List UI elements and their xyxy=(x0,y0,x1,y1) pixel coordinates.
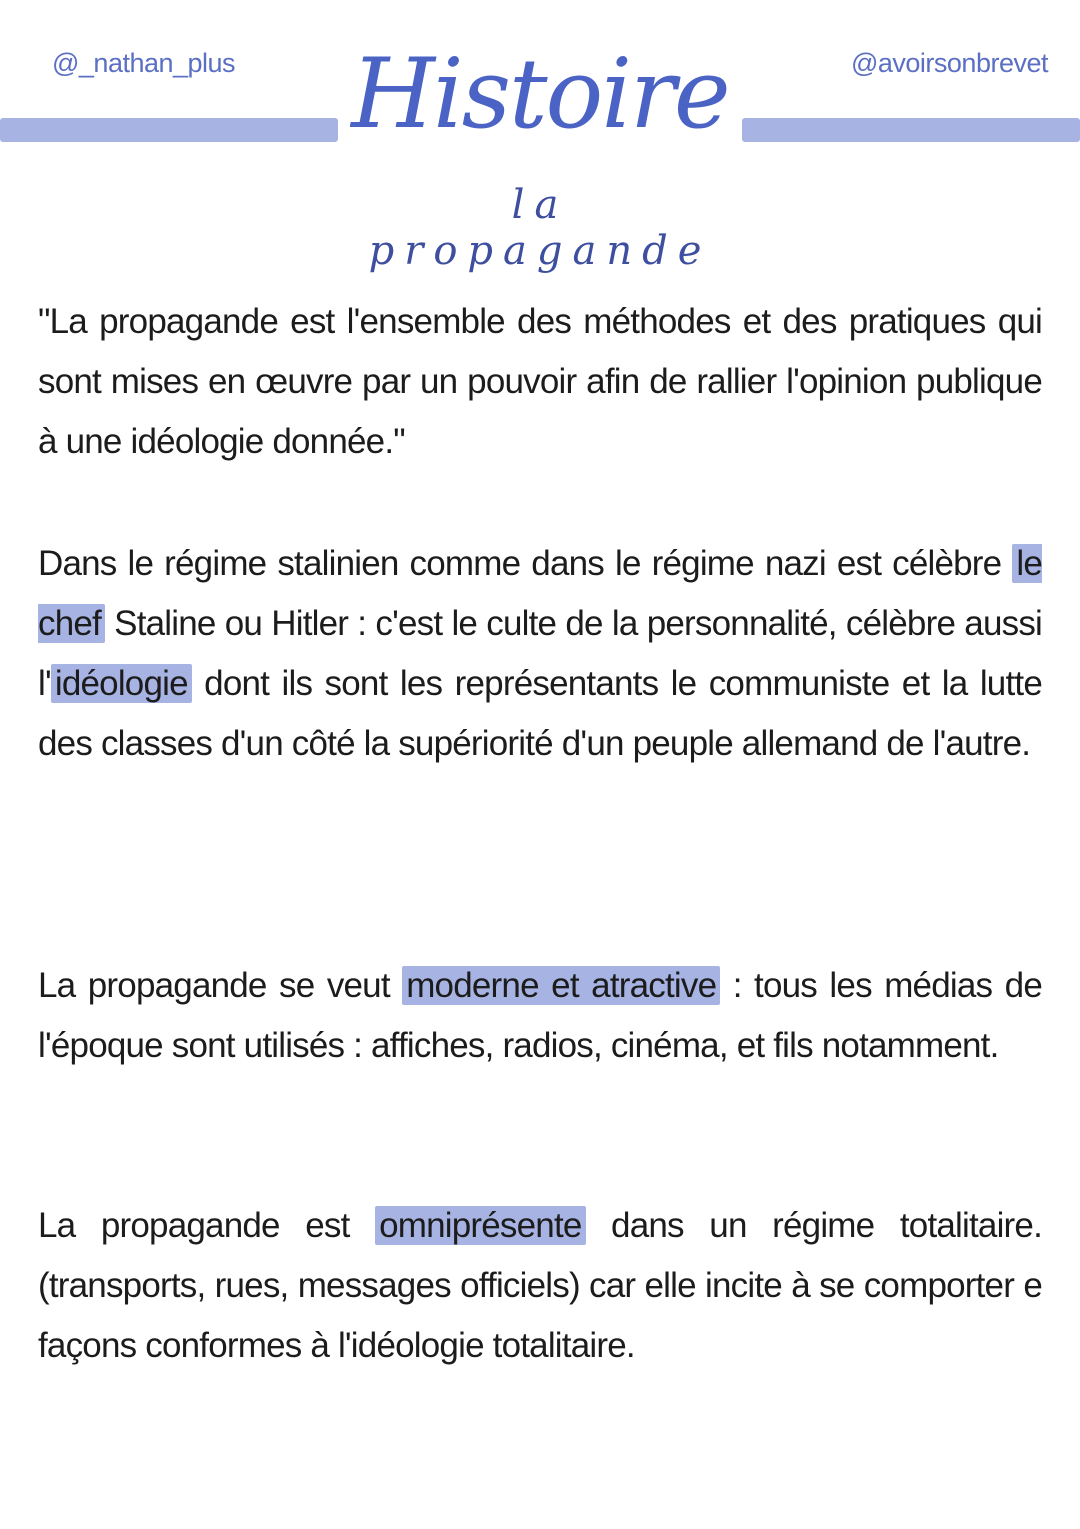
highlight-le-chef: le chef xyxy=(38,544,1042,643)
text: Staline ou Hitler : c'est le culte de la personnalité, célèbre aussi l' xyxy=(38,604,1042,703)
text: La propagande se veut xyxy=(38,966,403,1005)
definition-paragraph xyxy=(38,292,1042,472)
decorative-bar-right xyxy=(742,118,1080,142)
text: Dans le régime stalinien comme dans le régime nazi est célèbre xyxy=(38,544,1013,583)
text: dont ils sont les représentants le communiste et la lutte des classes d'un côté la supériorité d'un peuple allemand de l'autre. xyxy=(38,664,1042,763)
paragraph-media xyxy=(38,956,1042,1076)
highlight-moderne: moderne et atractive xyxy=(402,966,720,1005)
text: La propagande est xyxy=(38,1206,376,1245)
text: dans un régime totalitaire. (transports, rues, messages officiels) car elle incite à se comporter e façons conformes à l'idéologie totalitaire. xyxy=(38,1206,1042,1365)
decorative-bar-left xyxy=(0,118,338,142)
text: "La propagande est l'ensemble des méthodes et des pratiques qui sont mises en œuvre par un pouvoir afin de rallier l'opinion publique à une idéologie donnée." xyxy=(38,302,1042,461)
paragraph-omnipresence xyxy=(38,1196,1042,1376)
paragraph-regimes xyxy=(38,534,1042,774)
text: : tous les médias de l'époque sont utilisés : affiches, radios, cinéma, et fils notamment. xyxy=(38,966,1042,1065)
highlight-omnipresente: omniprésente xyxy=(375,1206,585,1245)
page-title: Histoire xyxy=(351,38,729,150)
highlight-ideologie: idéologie xyxy=(51,664,192,703)
author-handle-right: @avoirsonbrevet xyxy=(850,48,1048,78)
page-subtitle: la propagande xyxy=(368,182,712,274)
author-handle-left: @_nathan_plus xyxy=(52,48,236,78)
